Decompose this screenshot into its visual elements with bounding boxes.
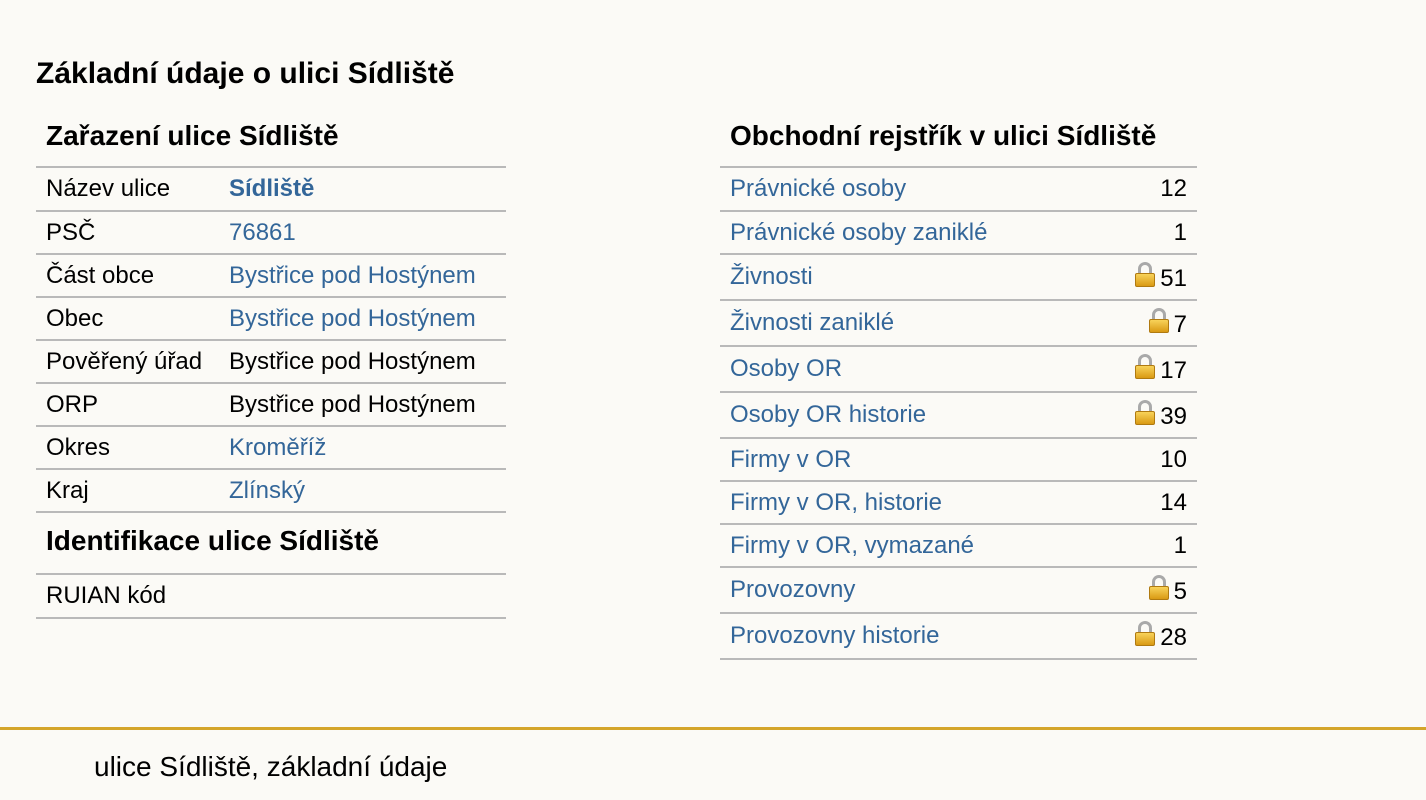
left-column <box>36 116 506 619</box>
kraj-link[interactable]: Zlínský <box>229 476 306 504</box>
table-row <box>36 297 506 340</box>
register-count: 10 <box>1106 438 1197 481</box>
register-count: 17 <box>1160 356 1187 384</box>
register-link[interactable]: Právnické osoby zaniklé <box>730 218 988 246</box>
table-row <box>36 469 506 512</box>
table-row <box>720 392 1197 438</box>
register-count: 1 <box>1106 211 1197 254</box>
table-row <box>36 168 506 211</box>
lock-icon[interactable] <box>1148 575 1170 601</box>
register-count: 1 <box>1106 524 1197 567</box>
right-column <box>720 116 1197 660</box>
register-link[interactable]: Provozovny <box>730 576 856 603</box>
table-row <box>720 567 1197 613</box>
table-row <box>36 383 506 426</box>
table-row <box>36 575 506 618</box>
zarazeni-table <box>36 168 506 513</box>
register-count: 14 <box>1106 481 1197 524</box>
register-link[interactable]: Firmy v OR, vymazané <box>730 531 975 559</box>
table-row <box>720 438 1197 481</box>
row-label: Pověřený úřad <box>36 340 219 383</box>
obchodni-table <box>720 168 1197 660</box>
row-label: Název ulice <box>36 168 219 211</box>
register-count: 12 <box>1106 168 1197 211</box>
register-link[interactable]: Provozovny historie <box>730 622 940 649</box>
zarazeni-title: Zařazení ulice Sídliště <box>36 116 506 168</box>
register-link[interactable]: Živnosti zaniklé <box>730 309 895 336</box>
row-label: RUIAN kód <box>36 575 219 618</box>
table-row <box>36 254 506 297</box>
lock-icon[interactable] <box>1134 354 1156 380</box>
table-row <box>36 340 506 383</box>
register-count: 39 <box>1160 402 1187 430</box>
table-row <box>720 524 1197 567</box>
row-value: Bystřice pod Hostýnem <box>219 383 506 426</box>
lock-icon[interactable] <box>1134 621 1156 647</box>
register-link[interactable]: Živnosti <box>730 263 813 290</box>
row-label: Část obce <box>36 254 219 297</box>
obec-link[interactable]: Bystřice pod Hostýnem <box>229 304 476 332</box>
okres-link[interactable]: Kroměříž <box>229 433 327 461</box>
register-link[interactable]: Firmy v OR <box>730 445 852 473</box>
identifikace-table <box>36 575 506 619</box>
register-count: 51 <box>1160 264 1187 292</box>
table-row <box>720 300 1197 346</box>
register-link[interactable]: Právnické osoby <box>730 175 907 202</box>
row-label: Okres <box>36 426 219 469</box>
table-row <box>36 211 506 254</box>
table-row <box>36 426 506 469</box>
cast-obce-link[interactable]: Bystřice pod Hostýnem <box>229 261 476 289</box>
table-row <box>720 346 1197 392</box>
register-link[interactable]: Firmy v OR, historie <box>730 488 943 516</box>
table-row <box>720 613 1197 659</box>
obchodni-title: Obchodní rejstřík v ulici Sídliště <box>720 116 1197 168</box>
table-row <box>720 481 1197 524</box>
row-label: Obec <box>36 297 219 340</box>
register-count: 7 <box>1173 310 1187 338</box>
row-label: Kraj <box>36 469 219 512</box>
street-name-link[interactable]: Sídliště <box>229 175 315 202</box>
row-label: PSČ <box>36 211 219 254</box>
lock-icon[interactable] <box>1134 400 1156 426</box>
register-link[interactable]: Osoby OR historie <box>730 401 927 428</box>
register-count: 5 <box>1173 577 1187 605</box>
footer-text: ulice Sídliště, základní údaje <box>94 751 448 782</box>
identifikace-title: Identifikace ulice Sídliště <box>36 513 506 575</box>
lock-icon[interactable] <box>1148 308 1170 334</box>
register-link[interactable]: Osoby OR <box>730 355 843 382</box>
lock-icon[interactable] <box>1134 262 1156 288</box>
footer-divider <box>0 727 1426 730</box>
table-row <box>720 211 1197 254</box>
register-count: 28 <box>1160 623 1187 651</box>
psc-link[interactable]: 76861 <box>229 218 296 246</box>
page-title: Základní údaje o ulici Sídliště <box>36 57 455 90</box>
row-label: ORP <box>36 383 219 426</box>
row-value: Bystřice pod Hostýnem <box>219 340 506 383</box>
table-row <box>720 254 1197 300</box>
table-row <box>720 168 1197 211</box>
row-value <box>219 575 506 618</box>
